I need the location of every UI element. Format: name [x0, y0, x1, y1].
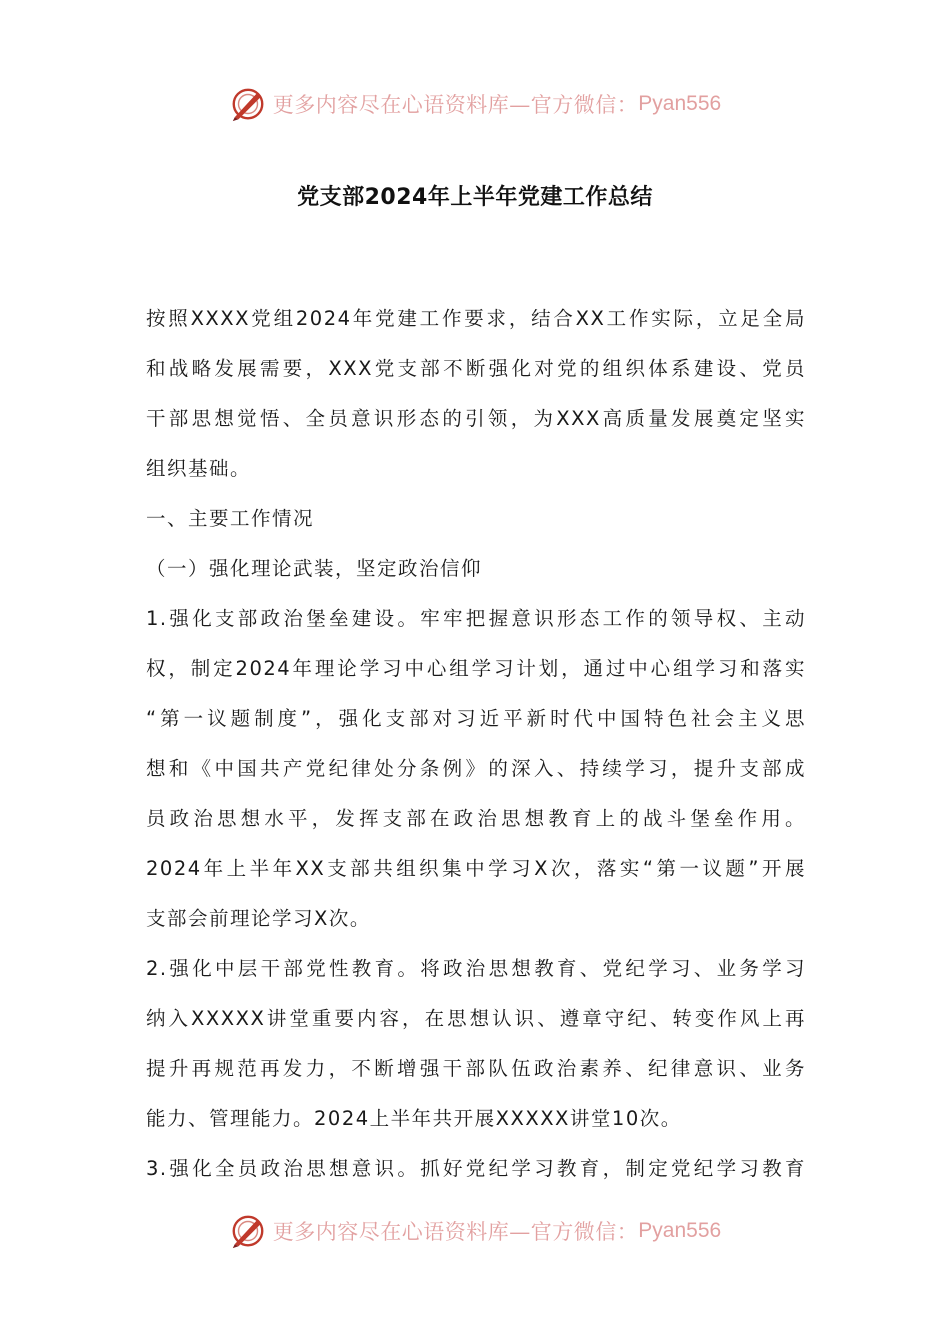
body-text-line: 权，制定2024年理论学习中心组学习计划，通过中心组学习和落实: [146, 657, 806, 680]
body-text-line: 1.强化支部政治堡垒建设。牢牢把握意识形态工作的领导权、主动: [146, 607, 806, 630]
body-text-line: 纳入XXXXX讲堂重要内容，在思想认识、遵章守纪、转变作风上再: [146, 1007, 806, 1030]
body-text-line: 2.强化中层干部党性教育。将政治思想教育、党纪学习、业务学习: [146, 957, 806, 980]
document-title: 党支部2024年上半年党建工作总结: [297, 185, 653, 210]
body-text-line: 员政治思想水平，发挥支部在政治思想教育上的战斗堡垒作用。: [146, 807, 806, 830]
watermark-text: 更多内容尽在心语资料库—官方微信：: [272, 1220, 639, 1244]
body-text-line: 一、主要工作情况: [146, 507, 315, 530]
watermark-header: [0, 82, 950, 126]
pen-logo-icon: [229, 1212, 267, 1250]
watermark-wechat-id: Pyan556: [638, 92, 722, 115]
watermark-wechat-id: Pyan556: [638, 1219, 722, 1242]
body-text-line: 干部思想觉悟、全员意识形态的引领，为XXX高质量发展奠定坚实: [146, 407, 806, 430]
body-text-line: 支部会前理论学习X次。: [146, 907, 371, 930]
body-text-line: （一）强化理论武装，坚定政治信仰: [146, 557, 483, 580]
body-text-line: 3.强化全员政治思想意识。抓好党纪学习教育，制定党纪学习教育: [146, 1157, 806, 1180]
pen-logo-icon: [229, 85, 267, 123]
body-text-line: 能力、管理能力。2024上半年共开展XXXXX讲堂10次。: [146, 1107, 682, 1130]
document-body: [146, 294, 806, 1194]
body-text-line: 和战略发展需要，XXX党支部不断强化对党的组织体系建设、党员: [146, 357, 806, 380]
watermark-text: 更多内容尽在心语资料库—官方微信：: [272, 93, 639, 117]
body-text-line: 2024年上半年XX支部共组织集中学习X次，落实“第一议题”开展: [146, 857, 806, 880]
body-text-line: 组织基础。: [146, 457, 252, 480]
body-text-line: 想和《中国共产党纪律处分条例》的深入、持续学习，提升支部成: [146, 757, 806, 780]
body-text-line: “第一议题制度”，强化支部对习近平新时代中国特色社会主义思: [146, 707, 806, 730]
body-text-line: 按照XXXX党组2024年党建工作要求，结合XX工作实际，立足全局: [146, 307, 806, 330]
watermark-footer: [0, 1209, 950, 1253]
body-text-line: 提升再规范再发力，不断增强干部队伍政治素养、纪律意识、业务: [146, 1057, 806, 1080]
